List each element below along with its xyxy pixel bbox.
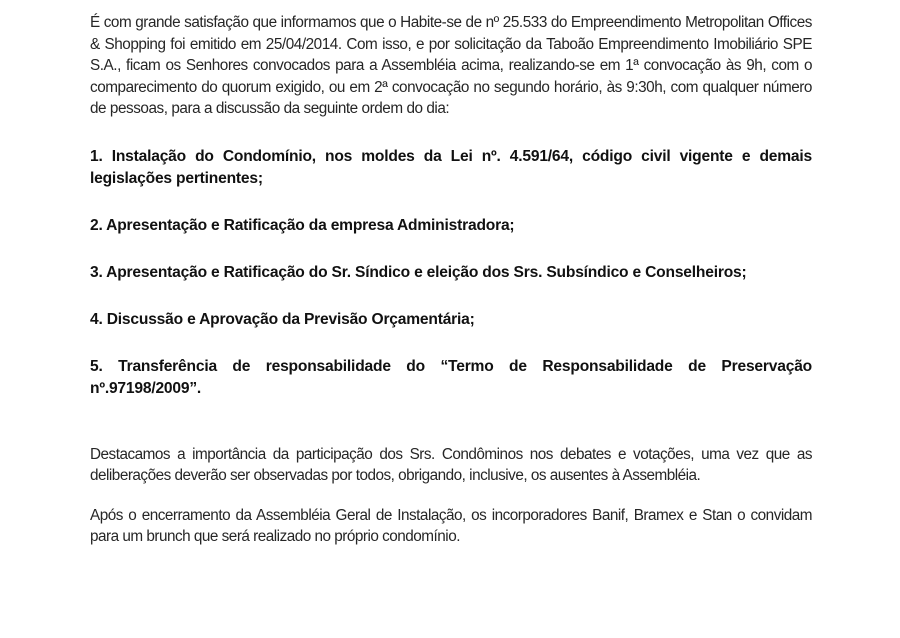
- agenda-item-1: 1. Instalação do Condomínio, nos moldes da Lei nº. 4.591/64, código civil vigente e demais legislações pertinentes;: [90, 147, 812, 187]
- intro-paragraph: É com grande satisfação que informamos que o Habite-se de nº 25.533 do Empreendimento Metropolitan Offices & Shopping foi emitido em 25/04/2014. Com isso, e por solicitação da Taboão Empreendimento Imobiliário SPE S.A., ficam os Senhores convocados para a Assembléia acima, realizando-se em 1ª convocação às 9h, com o comparecimento do quorum exigido, ou em 2ª convocação no segundo horário, às 9:30h, com qualquer número de pessoas, para a discussão da seguinte ordem do dia:: [90, 14, 812, 117]
- participation-paragraph: Destacamos a importância da participação dos Srs. Condôminos nos debates e votações, uma vez que as deliberações deverão ser observadas por todos, obrigando, inclusive, os ausentes à Assembléia.: [90, 445, 812, 484]
- agenda-item-5: 5. Transferência de responsabilidade do “Termo de Responsabilidade de Preservação nº.97198/2009”.: [90, 357, 812, 397]
- agenda-list: [90, 146, 812, 400]
- document-page: [90, 12, 812, 548]
- agenda-item-4: 4. Discussão e Aprovação da Previsão Orçamentária;: [90, 310, 475, 328]
- agenda-item-3: 3. Apresentação e Ratificação do Sr. Síndico e eleição dos Srs. Subsíndico e Conselheiros;: [90, 263, 747, 281]
- agenda-item-2: 2. Apresentação e Ratificação da empresa Administradora;: [90, 216, 515, 234]
- brunch-invitation-paragraph: Após o encerramento da Assembléia Geral de Instalação, os incorporadores Banif, Bramex e Stan o convidam para um brunch que será realizado no próprio condomínio.: [90, 506, 812, 545]
